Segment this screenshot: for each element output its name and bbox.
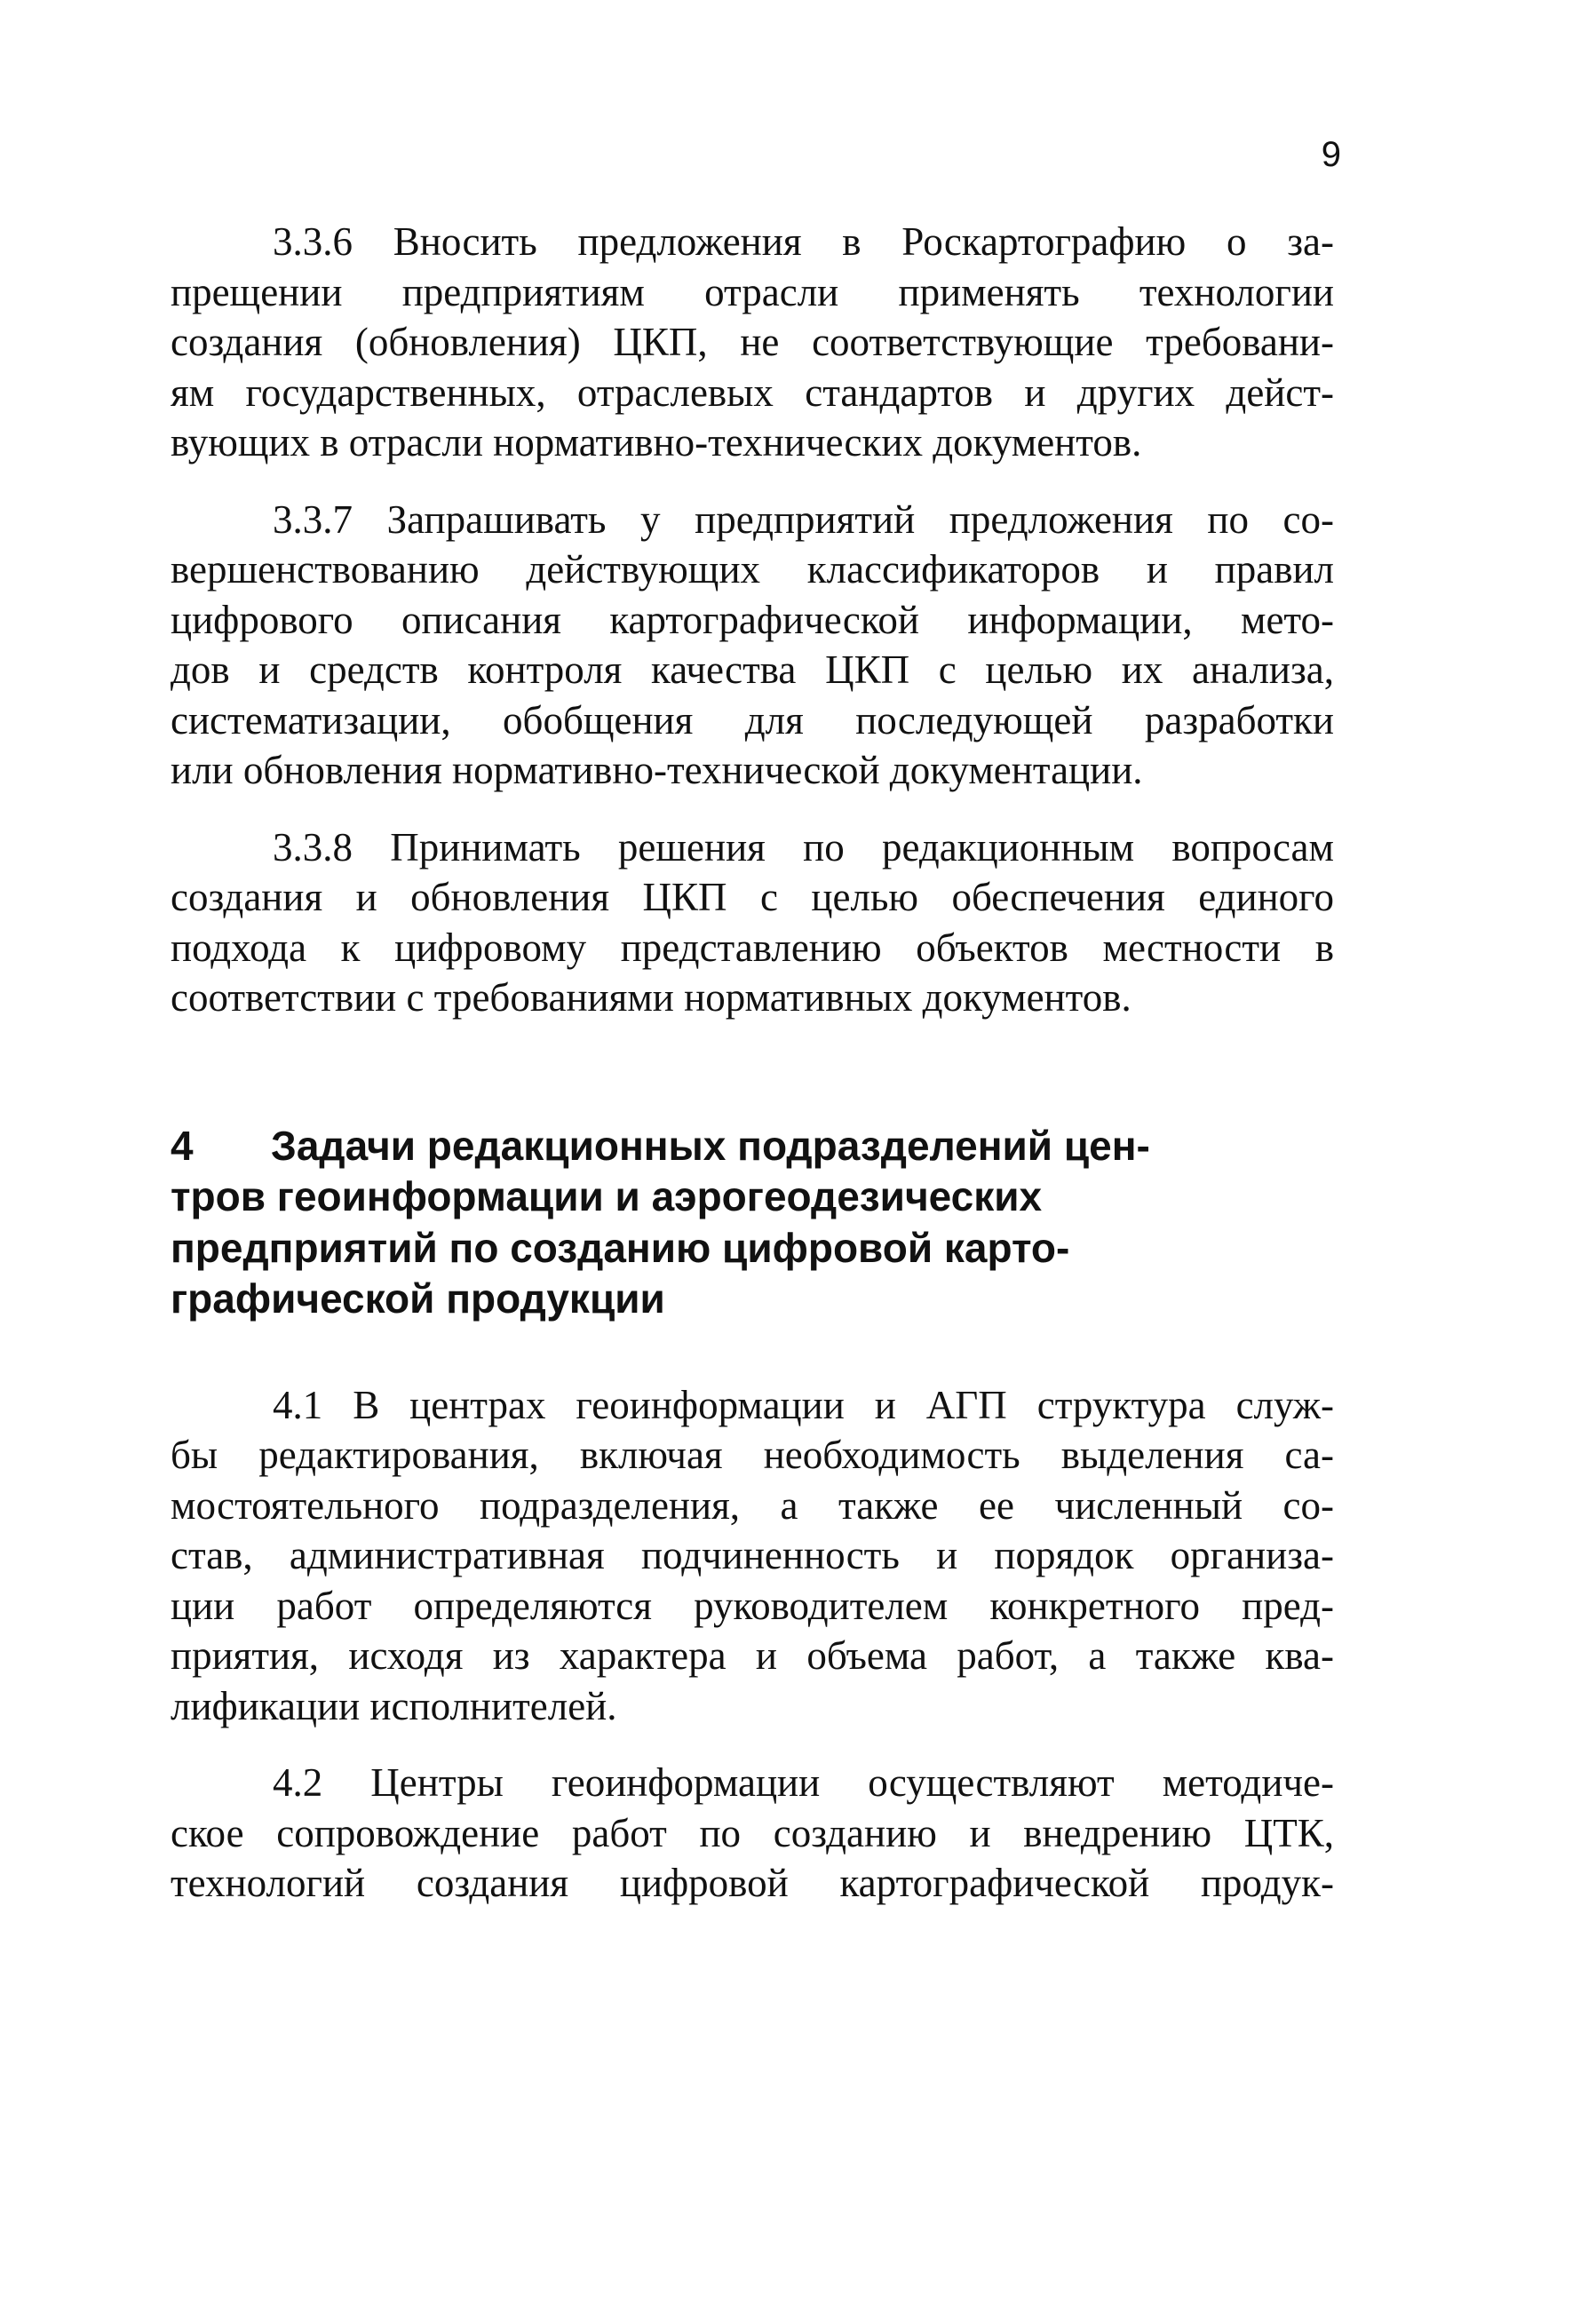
clause-3-3-7	[171, 495, 1334, 796]
section-number: 4	[171, 1122, 194, 1169]
clause-3-3-6	[171, 217, 1334, 468]
text-line: прещении предприятиям отрасли применять технологии	[171, 269, 1334, 314]
text-line: 3.3.6 Вносить предложения в Роскартографию о за-	[273, 219, 1334, 264]
text-line: приятия, исходя из характера и объема работ, а также ква-	[171, 1633, 1334, 1678]
text-line: вующих в отрасли нормативно-технических документов.	[171, 420, 1142, 465]
heading-line: графической продукции	[171, 1275, 665, 1322]
text-line: ское сопровождение работ по созданию и внедрению ЦТК,	[171, 1810, 1334, 1855]
text-line: ции работ определяются руководителем конкретного пред-	[171, 1583, 1334, 1628]
text-line: вершенствованию действующих классификаторов и правил	[171, 547, 1334, 592]
text-line: 4.1 В центрах геоинформации и АГП структура служ-	[273, 1382, 1334, 1427]
clause-4-1	[171, 1380, 1334, 1732]
text-line: 3.3.7 Запрашивать у предприятий предложения по со-	[273, 496, 1334, 542]
clause-3-3-8	[171, 822, 1334, 1023]
text-line: лификации исполнителей.	[171, 1683, 617, 1728]
text-line: создания и обновления ЦКП с целью обеспечения единого	[171, 875, 1334, 919]
text-line: 3.3.8 Принимать решения по редакционным вопросам	[273, 824, 1334, 870]
heading-line: Задачи редакционных подразделений цен-	[271, 1122, 1150, 1169]
page-number: 9	[1321, 135, 1341, 174]
text-line: дов и средств контроля качества ЦКП с целью их анализа,	[171, 647, 1334, 692]
section-4-heading	[171, 1121, 1334, 1325]
text-line: подхода к цифровому представлению объектов местности в	[171, 925, 1334, 970]
heading-line: тров геоинформации и аэрогеодезических	[171, 1173, 1043, 1219]
text-line: соответствии с требованиями нормативных документов.	[171, 975, 1131, 1020]
text-line: систематизации, обобщения для последующей разработки	[171, 697, 1334, 743]
text-line: цифрового описания картографической информации, мето-	[171, 597, 1334, 642]
section-4-body	[171, 1380, 1334, 1909]
document-body	[171, 217, 1334, 1909]
text-line: бы редактирования, включая необходимость выделения са-	[171, 1433, 1334, 1477]
text-line: создания (обновления) ЦКП, не соответствующие требовани-	[171, 320, 1334, 364]
clause-4-2	[171, 1758, 1334, 1909]
text-line: ям государственных, отраслевых стандартов и других дейст-	[171, 369, 1334, 415]
text-line: мостоятельного подразделения, а также ее численный со-	[171, 1482, 1334, 1528]
heading-line: предприятий по созданию цифровой карто-	[171, 1224, 1070, 1271]
text-line: 4.2 Центры геоинформации осуществляют методиче-	[273, 1760, 1334, 1805]
text-line: или обновления нормативно-технической документации.	[171, 748, 1143, 792]
text-line: став, административная подчиненность и порядок организа-	[171, 1533, 1334, 1577]
text-line: технологий создания цифровой картографической продук-	[171, 1861, 1334, 1905]
